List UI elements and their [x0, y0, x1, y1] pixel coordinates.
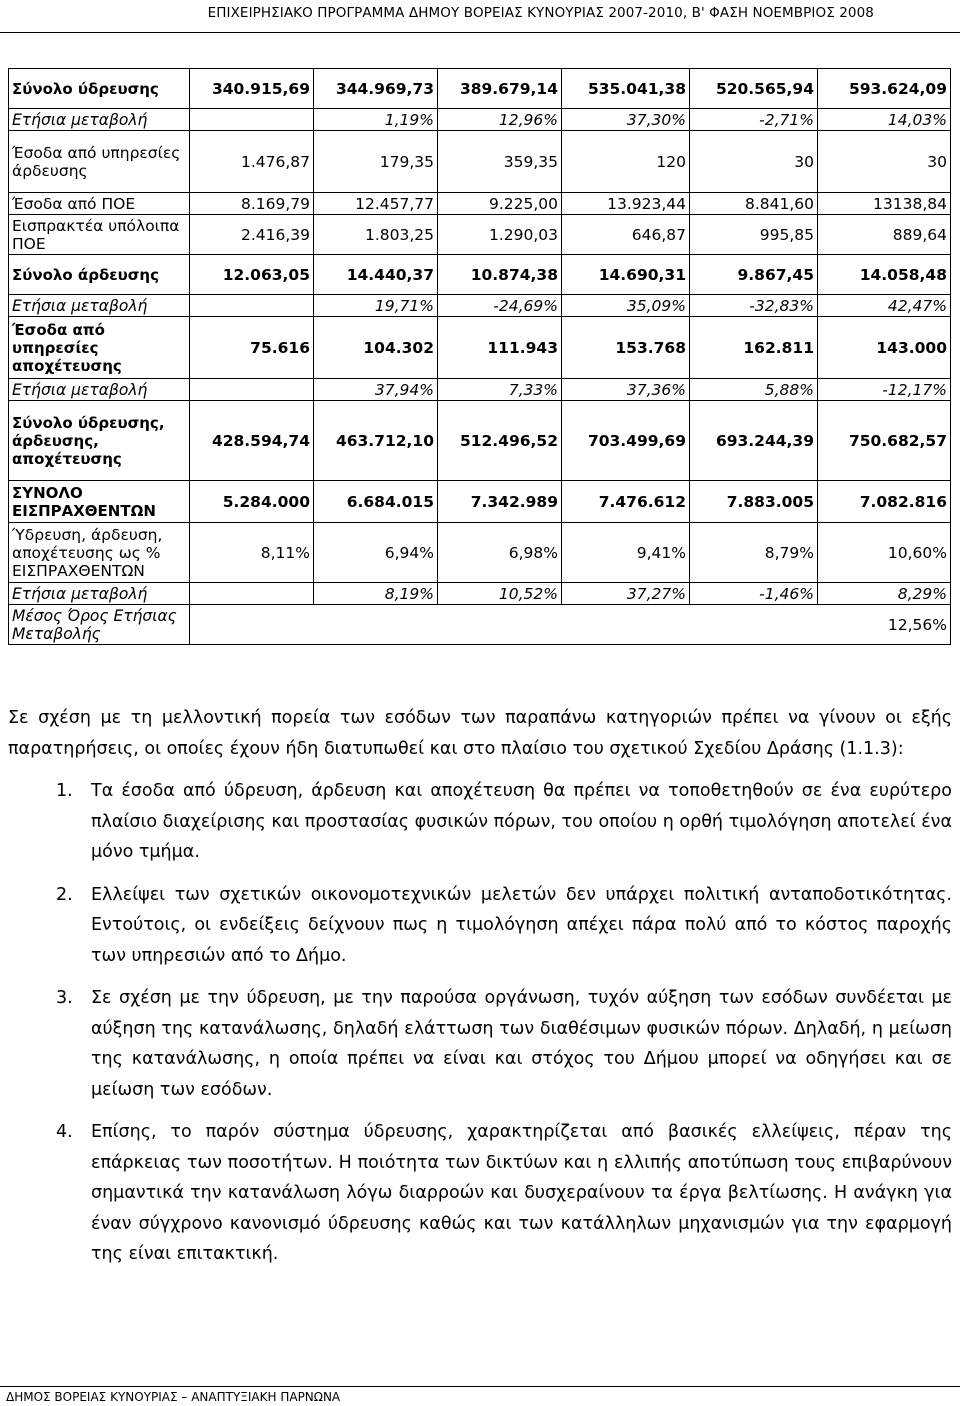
observations-list — [8, 776, 952, 1270]
table-cell: 340.915,69 — [190, 69, 314, 109]
table-cell: 7,33% — [438, 379, 562, 401]
table-row — [9, 255, 951, 295]
observation-number: 4. — [56, 1122, 73, 1142]
table-cell: 162.811 — [690, 317, 818, 379]
observation-item — [8, 1117, 952, 1270]
observation-number: 3. — [56, 988, 73, 1008]
table-cell: 7.342.989 — [438, 481, 562, 523]
table-row — [9, 109, 951, 131]
row-label: Έσοδα από υπηρεσίες άρδευσης — [9, 131, 190, 193]
table-cell: 8,29% — [818, 583, 951, 605]
table-row — [9, 605, 951, 645]
table-row — [9, 295, 951, 317]
row-label: ΣΥΝΟΛΟ ΕΙΣΠΡΑΧΘΕΝΤΩΝ — [9, 481, 190, 523]
table-cell: 14.690,31 — [562, 255, 690, 295]
row-label: Ετήσια μεταβολή — [9, 379, 190, 401]
table-cell: 120 — [562, 131, 690, 193]
table-cell: 2.416,39 — [190, 215, 314, 255]
table-cell — [190, 379, 314, 401]
observations-section — [8, 703, 952, 1270]
table-cell: 646,87 — [562, 215, 690, 255]
table-cell: -32,83% — [690, 295, 818, 317]
row-label: Σύνολο άρδευσης — [9, 255, 190, 295]
observation-number: 1. — [56, 781, 73, 801]
table-cell: 8,79% — [690, 523, 818, 583]
table-row — [9, 523, 951, 583]
table-cell: 75.616 — [190, 317, 314, 379]
table-cell: 37,27% — [562, 583, 690, 605]
table-cell: 593.624,09 — [818, 69, 951, 109]
table-row — [9, 317, 951, 379]
table-cell: 12.063,05 — [190, 255, 314, 295]
table-cell: 8,19% — [314, 583, 438, 605]
table-cell: 1,19% — [314, 109, 438, 131]
intro-paragraph: Σε σχέση με τη μελλοντική πορεία των εσόδων των παραπάνω κατηγοριών πρέπει να γίνουν οι εξής παρατηρήσεις, οι οποίες έχουν ήδη διατυπωθεί και στο πλαίσιο του σχετικού Σχεδίου Δράσης (1.1.3): — [8, 708, 952, 759]
row-label: Εισπρακτέα υπόλοιπα ΠΟΕ — [9, 215, 190, 255]
table-cell — [190, 295, 314, 317]
table-cell: 10,60% — [818, 523, 951, 583]
table-cell: 344.969,73 — [314, 69, 438, 109]
table-cell: 703.499,69 — [562, 401, 690, 481]
row-label: Ετήσια μεταβολή — [9, 295, 190, 317]
table-cell: 104.302 — [314, 317, 438, 379]
header-title: ΕΠΙΧΕΙΡΗΣΙΑΚΟ ΠΡΟΓΡΑΜΜΑ ΔΗΜΟΥ ΒΟΡΕΙΑΣ ΚΥΝΟΥΡΙΑΣ 2007-2010, Β' ΦΑΣΗ ΝΟΕΜΒΡΙΟΣ 2008 — [207, 5, 874, 21]
table-cell: 428.594,74 — [190, 401, 314, 481]
table-cell: 8.169,79 — [190, 193, 314, 215]
table-cell: 14,03% — [818, 109, 951, 131]
observation-text: Ελλείψει των σχετικών οικονομοτεχνικών μελετών δεν υπάρχει πολιτική ανταποδοτικότητας. Εντούτοις, οι ενδείξεις δείχνουν πως η τιμολόγηση απέχει πάρα πολύ από το κόστος παροχής των υπηρεσιών από το Δήμο. — [91, 884, 952, 966]
observation-number: 2. — [56, 884, 73, 905]
table-row — [9, 131, 951, 193]
observation-text: Τα έσοδα από ύδρευση, άρδευση και αποχέτευση θα πρέπει να τοποθετηθούν σε ένα ευρύτερο πλαίσιο διαχείρισης και προστασίας φυσικών πόρων, του οποίου η ορθή τιμολόγηση αποτελεί ένα μόνο τμήμα. — [91, 781, 952, 862]
table-cell: 37,94% — [314, 379, 438, 401]
table-cell: -1,46% — [690, 583, 818, 605]
table-cell: 535.041,38 — [562, 69, 690, 109]
table-cell: 14.440,37 — [314, 255, 438, 295]
table-cell: 42,47% — [818, 295, 951, 317]
revenue-table-body — [9, 69, 951, 645]
table-cell: 9,41% — [562, 523, 690, 583]
table-cell: 111.943 — [438, 317, 562, 379]
table-cell: 8,11% — [190, 523, 314, 583]
table-row — [9, 481, 951, 523]
observation-text: Σε σχέση με την ύδρευση, με την παρούσα οργάνωση, τυχόν αύξηση των εσόδων συνδέεται με αύξηση της κατανάλωσης, δηλαδή ελάττωση των διαθέσιμων φυσικών πόρων. Δηλαδή, η μείωση της κατανάλωσης, η οποία πρέπει να είναι και στόχος του Δήμου μπορεί να οδηγήσει και σε μείωση των εσόδων. — [91, 988, 952, 1100]
row-label: Έσοδα από ΠΟΕ — [9, 193, 190, 215]
table-cell: 693.244,39 — [690, 401, 818, 481]
table-cell: 6.684.015 — [314, 481, 438, 523]
table-cell: 995,85 — [690, 215, 818, 255]
table-cell: 37,36% — [562, 379, 690, 401]
table-cell: 6,94% — [314, 523, 438, 583]
footer-text: ΔΗΜΟΣ ΒΟΡΕΙΑΣ ΚΥΝΟΥΡΙΑΣ – ΑΝΑΠΤΥΞΙΑΚΗ ΠΑΡΝΩΝΑ — [6, 1390, 341, 1404]
row-label: Μέσος Όρος Ετήσιας Μεταβολής — [9, 605, 190, 645]
table-cell: 30 — [690, 131, 818, 193]
table-cell: 30 — [818, 131, 951, 193]
table-cell: 12,96% — [438, 109, 562, 131]
table-row — [9, 215, 951, 255]
table-cell: 359,35 — [438, 131, 562, 193]
table-cell: 520.565,94 — [690, 69, 818, 109]
row-label: Ετήσια μεταβολή — [9, 583, 190, 605]
table-cell: 8.841,60 — [690, 193, 818, 215]
table-cell: 35,09% — [562, 295, 690, 317]
table-cell: 37,30% — [562, 109, 690, 131]
table-cell: 143.000 — [818, 317, 951, 379]
table-cell: 14.058,48 — [818, 255, 951, 295]
table-row — [9, 583, 951, 605]
table-cell: 13138,84 — [818, 193, 951, 215]
row-label: Έσοδα από υπηρεσίες αποχέτευσης — [9, 317, 190, 379]
table-cell: -12,17% — [818, 379, 951, 401]
table-cell: -2,71% — [690, 109, 818, 131]
observation-item — [8, 983, 952, 1105]
revenue-table — [8, 68, 951, 645]
row-label: Ετήσια μεταβολή — [9, 109, 190, 131]
table-cell: 10,52% — [438, 583, 562, 605]
table-cell: 5,88% — [690, 379, 818, 401]
table-cell: 389.679,14 — [438, 69, 562, 109]
row-label: Σύνολο ύδρευσης — [9, 69, 190, 109]
table-cell: 5.284.000 — [190, 481, 314, 523]
table-cell: -24,69% — [438, 295, 562, 317]
row-value: 12,56% — [190, 605, 951, 645]
table-cell: 889,64 — [818, 215, 951, 255]
observation-text: Επίσης, το παρόν σύστημα ύδρευσης, χαρακτηρίζεται από βασικές ελλείψεις, πέραν της επάρκειας των ποσοτήτων. Η ποιότητα των δικτύων και η ελλιπής αποτύπωση τους επιβαρύνουν σημαντικά την κατανάλωση λόγω διαρροών και δυσχεραίνουν τα έργα βελτίωσης. Η ανάγκη για έναν σύγχρονο κανονισμό ύδρευσης καθώς και των κατάλληλων μηχανισμών για την εφαρμογή της είναι επιτακτική. — [91, 1122, 952, 1264]
table-cell: 1.476,87 — [190, 131, 314, 193]
observation-item — [8, 880, 952, 972]
table-cell: 9.867,45 — [690, 255, 818, 295]
table-cell: 153.768 — [562, 317, 690, 379]
table-cell: 12.457,77 — [314, 193, 438, 215]
table-row — [9, 379, 951, 401]
table-cell: 7.883.005 — [690, 481, 818, 523]
table-cell: 6,98% — [438, 523, 562, 583]
table-row — [9, 193, 951, 215]
table-cell: 179,35 — [314, 131, 438, 193]
row-label: Ύδρευση, άρδευση, αποχέτευσης ως % ΕΙΣΠΡΑΧΘΕΝΤΩΝ — [9, 523, 190, 583]
table-cell — [190, 583, 314, 605]
table-cell: 750.682,57 — [818, 401, 951, 481]
page-footer — [0, 1386, 960, 1404]
observation-item — [8, 776, 952, 868]
table-cell: 1.290,03 — [438, 215, 562, 255]
page-header — [0, 0, 960, 33]
row-label: Σύνολο ύδρευσης, άρδευσης, αποχέτευσης — [9, 401, 190, 481]
table-cell: 13.923,44 — [562, 193, 690, 215]
table-cell: 7.082.816 — [818, 481, 951, 523]
table-cell: 9.225,00 — [438, 193, 562, 215]
table-cell: 463.712,10 — [314, 401, 438, 481]
table-row — [9, 401, 951, 481]
table-row — [9, 69, 951, 109]
table-cell: 512.496,52 — [438, 401, 562, 481]
table-cell: 7.476.612 — [562, 481, 690, 523]
table-cell: 19,71% — [314, 295, 438, 317]
table-cell: 1.803,25 — [314, 215, 438, 255]
table-cell: 10.874,38 — [438, 255, 562, 295]
table-cell — [190, 109, 314, 131]
